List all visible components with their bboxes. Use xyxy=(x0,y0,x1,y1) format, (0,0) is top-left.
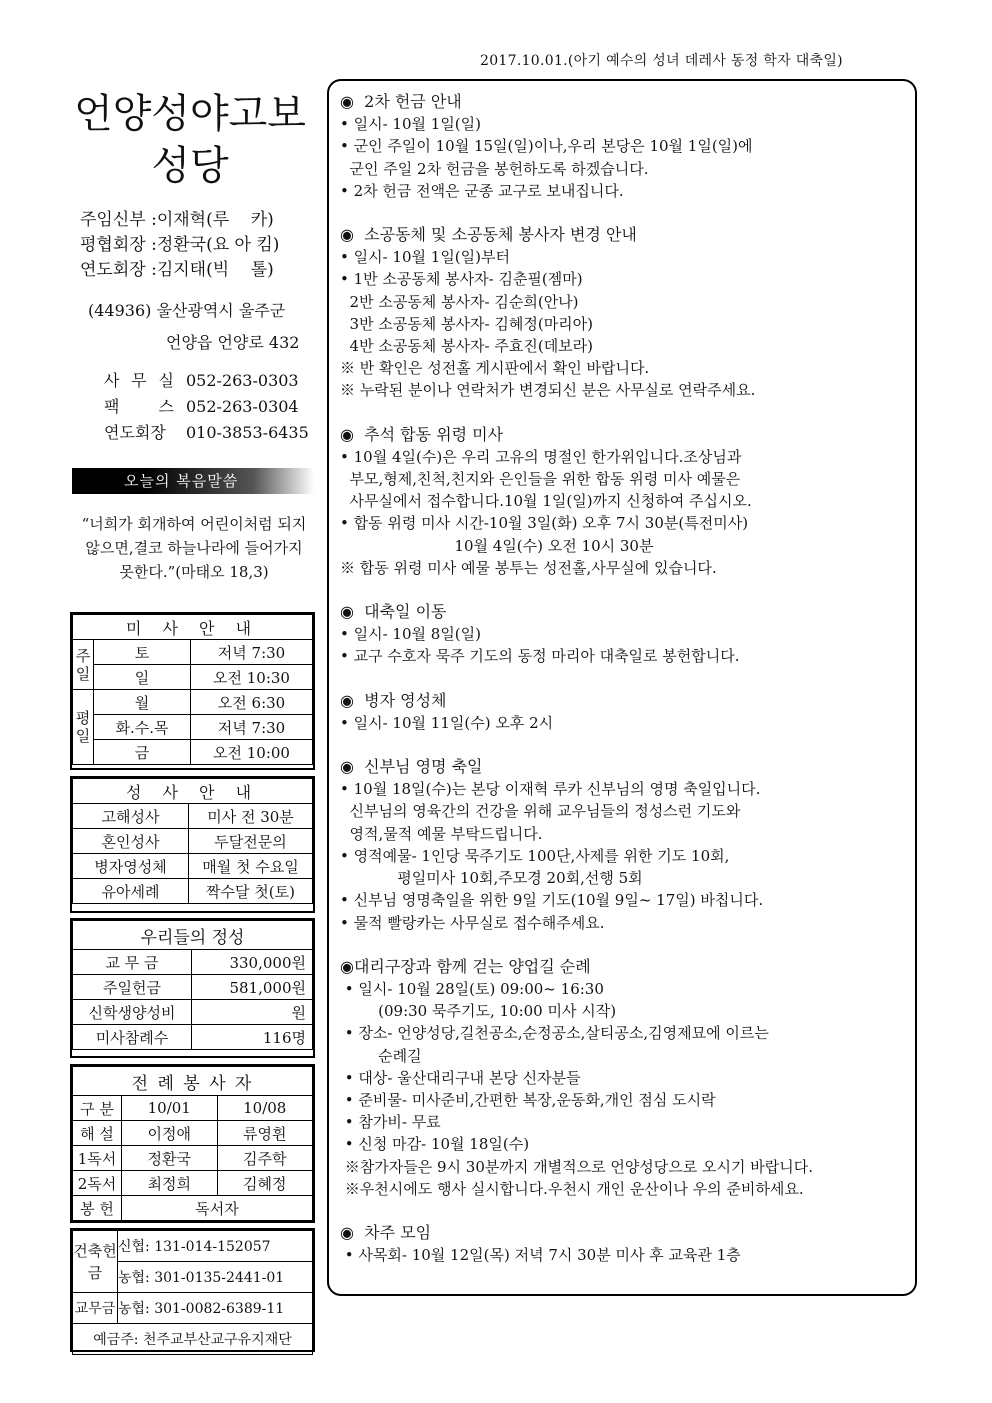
offering-table xyxy=(72,920,313,1050)
notice-line: 평일미사 10회,주모경 20회,선행 5회 xyxy=(340,869,643,888)
notice-line: ※참가자들은 9시 30분까지 개별적으로 언양성당으로 오시기 바랍니다. xyxy=(340,1157,814,1176)
sunday-label: 주일 xyxy=(73,640,94,690)
mass-table xyxy=(72,614,313,765)
notice-line: • 영적예물- 1인당 묵주기도 100단,사제를 위한 기도 10회, xyxy=(340,846,730,865)
notice-line: • 10월 18일(수)는 본당 이재혁 루카 신부님의 영명 축일입니다. xyxy=(340,780,761,799)
notice-line: 부모,형제,친척,친지와 은인들을 위한 합동 위령 미사 예물은 xyxy=(340,470,741,489)
notice-heading: ◉ 2차 헌금 안내 xyxy=(340,92,462,111)
notice-line: 2반 소공동체 봉사자- 김순희(안나) xyxy=(340,292,579,311)
address-line1: (44936) 울산광역시 울주군 xyxy=(88,301,286,320)
mass-time: 저녁 7:30 xyxy=(191,640,313,665)
notice-line: • 참가비- 무료 xyxy=(340,1113,441,1132)
mass-time: 오전 10:30 xyxy=(191,665,313,690)
notice-line: • 교구 수호자 묵주 기도의 동정 마리아 대축일로 봉헌합니다. xyxy=(340,647,740,666)
server-name: 김주학 xyxy=(217,1146,313,1171)
notice-heading: ◉ 추석 합동 위령 미사 xyxy=(340,424,504,444)
accounts-table xyxy=(72,1230,313,1355)
notice-line: • 군인 주일이 10월 15일(일)이나,우리 본당은 10월 1일(일)에 xyxy=(340,137,753,156)
server-name: 정환국 xyxy=(122,1146,218,1171)
notice-line: • 일시- 10월 8일(일) xyxy=(340,625,482,644)
gospel-heading: 오늘의 복음말씀 xyxy=(72,468,314,494)
notice-line: 순례길 xyxy=(340,1046,422,1065)
sacrament-name: 병자영성체 xyxy=(73,854,189,879)
contact-label: 연도회장 xyxy=(104,423,166,442)
server-name: 김혜정 xyxy=(217,1171,313,1196)
notice-gap xyxy=(340,402,910,424)
notice-line: ※ 반 확인은 성전홀 게시판에서 확인 바랍니다. xyxy=(340,359,650,378)
contact-label: 사 무 실 xyxy=(104,371,174,390)
building-fund-label: 건축헌금 xyxy=(73,1231,118,1293)
offering-name: 미사참례수 xyxy=(73,1025,192,1050)
servers-table xyxy=(72,1066,313,1221)
mass-heading: 미 사 안 내 xyxy=(73,615,313,640)
sacrament-info: 매월 첫 수요일 xyxy=(189,854,313,879)
parish-title-line1: 언양성야고보 xyxy=(74,91,306,137)
notice-line: 군인 주일 2차 헌금을 봉헌하도록 하겠습니다. xyxy=(340,159,649,178)
staff-pastor: 주임신부 :이재혁(루 카) xyxy=(80,210,274,230)
account-holder: 예금주: 천주교부산교구유지재단 xyxy=(73,1324,313,1355)
servers-col-header: 10/01 xyxy=(122,1096,218,1121)
sacraments-table xyxy=(72,778,313,904)
notice-line: • 일시- 10월 1일(일) xyxy=(340,115,482,134)
notice-heading: ◉ 병자 영성체 xyxy=(340,690,447,710)
notice-heading: ◉ 신부님 영명 축일 xyxy=(340,757,483,777)
offering-name: 신학생양성비 xyxy=(73,1000,192,1025)
notice-heading: ◉ 소공동체 및 소공동체 봉사자 변경 안내 xyxy=(340,225,637,245)
notice-line: • 대상- 울산대리구내 본당 신자분들 xyxy=(340,1068,581,1087)
server-name: 독서자 xyxy=(122,1196,313,1221)
contact-value: 052-263-0303 xyxy=(186,371,299,390)
staff-list xyxy=(80,208,279,283)
notice-line: • 합동 위령 미사 시간-10월 3일(화) 오후 7시 30분(특전미사) xyxy=(340,514,749,533)
notice-line: 사무실에서 접수합니다.10월 1일(일)까지 신청하여 주십시오. xyxy=(340,492,752,511)
mass-day: 일 xyxy=(94,665,191,690)
sacrament-info: 두달전문의 xyxy=(189,829,313,854)
parish-title-line2: 성당 xyxy=(151,143,229,189)
sacrament-info: 짝수달 첫(토) xyxy=(189,879,313,904)
notice-gap xyxy=(340,202,910,224)
notice-heading: ◉대리구장과 함께 걷는 양업길 순례 xyxy=(340,956,591,976)
date-line: 2017.10.01.(아기 예수의 성녀 데레사 동정 학자 대축일) xyxy=(480,53,843,69)
servers-heading: 전 례 봉 사 자 xyxy=(73,1067,313,1096)
mass-time: 오전 6:30 xyxy=(191,690,313,715)
contact-value: 052-263-0304 xyxy=(186,397,299,416)
server-role: 봉 헌 xyxy=(73,1196,122,1221)
notice-list xyxy=(340,91,910,1266)
contact-list xyxy=(104,368,309,446)
contact-fax xyxy=(104,394,309,420)
mass-day: 금 xyxy=(94,740,191,765)
parish-title xyxy=(70,88,310,192)
server-role: 해 설 xyxy=(73,1121,122,1146)
notice-line: • 장소- 언양성당,길천공소,순정공소,살티공소,김영제묘에 이르는 xyxy=(340,1024,769,1043)
notice-line: • 신부님 영명축일을 위한 9일 기도(10월 9일~ 17일) 바칩니다. xyxy=(340,891,764,910)
notice-line: • 신청 마감- 10월 18일(수) xyxy=(340,1135,530,1154)
contact-value: 010-3853-6435 xyxy=(186,423,309,442)
notice-gap xyxy=(340,1200,910,1222)
tithe-account: 농협: 301-0082-6389-11 xyxy=(118,1293,313,1324)
notice-line: • 2차 헌금 전액은 군종 교구로 보내집니다. xyxy=(340,181,624,200)
notice-line: ※ 누락된 분이나 연락처가 변경되신 분은 사무실로 연락주세요. xyxy=(340,381,756,400)
notice-line: 4반 소공동체 봉사자- 주효진(데보라) xyxy=(340,337,594,356)
notice-line: • 1반 소공동체 봉사자- 김춘필(젬마) xyxy=(340,270,583,289)
staff-prayer-leader: 연도회장 :김지태(빅 톨) xyxy=(80,260,274,280)
server-name: 이정애 xyxy=(122,1121,218,1146)
tithe-label: 교무금 xyxy=(73,1293,118,1324)
gospel-text: “너희가 회개하여 어린이처럼 되지 않으면,결코 하늘나라에 들어가지 못한다.”(마태오 18,3) xyxy=(81,515,307,581)
notice-line: 10월 4일(수) 오전 10시 30분 xyxy=(340,536,654,555)
mass-time: 저녁 7:30 xyxy=(191,715,313,740)
notice-gap xyxy=(340,934,910,956)
mass-day: 월 xyxy=(94,690,191,715)
notice-gap xyxy=(340,668,910,690)
notice-heading: ◉ 차주 모임 xyxy=(340,1222,432,1242)
mass-day: 토 xyxy=(94,640,191,665)
server-name: 최정희 xyxy=(122,1171,218,1196)
notice-line: ※우천시에도 행사 실시합니다.우천시 개인 운산이나 우의 준비하세요. xyxy=(340,1179,804,1198)
notice-gap xyxy=(340,734,910,756)
servers-col-header: 10/08 xyxy=(217,1096,313,1121)
notice-gap xyxy=(340,579,910,601)
offering-value: 330,000원 xyxy=(192,950,313,975)
notice-line: 신부님의 영육간의 건강을 위해 교우님들의 정성스런 기도와 xyxy=(340,802,741,821)
offering-name: 교 무 금 xyxy=(73,950,192,975)
notice-line: 3반 소공동체 봉사자- 김혜정(마리아) xyxy=(340,314,594,333)
server-role: 1독서 xyxy=(73,1146,122,1171)
offering-heading: 우리들의 정성 xyxy=(73,921,313,950)
server-name: 류영휜 xyxy=(217,1121,313,1146)
building-account: 신협: 131-014-152057 xyxy=(118,1231,313,1262)
sacrament-name: 유아세례 xyxy=(73,879,189,904)
notice-line: ※ 합동 위령 미사 예물 봉투는 성전홀,사무실에 있습니다. xyxy=(340,558,717,577)
mass-time: 오전 10:00 xyxy=(191,740,313,765)
contact-office xyxy=(104,368,309,394)
sacrament-name: 고해성사 xyxy=(73,804,189,829)
notice-line: • 준비물- 미사준비,간편한 복장,운동화,개인 점심 도시락 xyxy=(340,1090,716,1109)
offering-value: 116명 xyxy=(192,1025,313,1050)
servers-col-header: 구 분 xyxy=(73,1096,122,1121)
weekday-label: 평일 xyxy=(73,690,94,765)
notice-heading: ◉ 대축일 이동 xyxy=(340,602,447,622)
contact-label: 팩 스 xyxy=(104,397,174,416)
notice-line: • 사목회- 10월 12일(목) 저녁 7시 30분 미사 후 교육관 1층 xyxy=(340,1246,741,1265)
contact-prayer-leader xyxy=(104,420,309,446)
notice-line: • 물적 빨랑카는 사무실로 접수해주세요. xyxy=(340,913,605,932)
sacraments-heading: 성 사 안 내 xyxy=(73,779,313,804)
notice-line: • 일시- 10월 11일(수) 오후 2시 xyxy=(340,713,554,732)
offering-name: 주일헌금 xyxy=(73,975,192,1000)
notice-line: • 10월 4일(수)은 우리 고유의 명절인 한가위입니다.조상님과 xyxy=(340,447,742,466)
mass-day: 화.수.목 xyxy=(94,715,191,740)
notice-line: 영적,물적 예물 부탁드립니다. xyxy=(340,824,543,843)
address-line2: 언양읍 언양로 432 xyxy=(166,333,300,352)
staff-council-president: 평협회장 :정환국(요 아 킴) xyxy=(80,235,280,255)
offering-value: 원 xyxy=(192,1000,313,1025)
notice-line: • 일시- 10월 1일(일)부터 xyxy=(340,248,510,267)
building-account: 농협: 301-0135-2441-01 xyxy=(118,1262,313,1293)
sacrament-name: 혼인성사 xyxy=(73,829,189,854)
sacrament-info: 미사 전 30분 xyxy=(189,804,313,829)
notice-line: • 일시- 10월 28일(토) 09:00~ 16:30 xyxy=(340,979,604,998)
server-role: 2독서 xyxy=(73,1171,122,1196)
offering-value: 581,000원 xyxy=(192,975,313,1000)
notice-line: (09:30 묵주기도, 10:00 미사 시작) xyxy=(340,1002,617,1021)
